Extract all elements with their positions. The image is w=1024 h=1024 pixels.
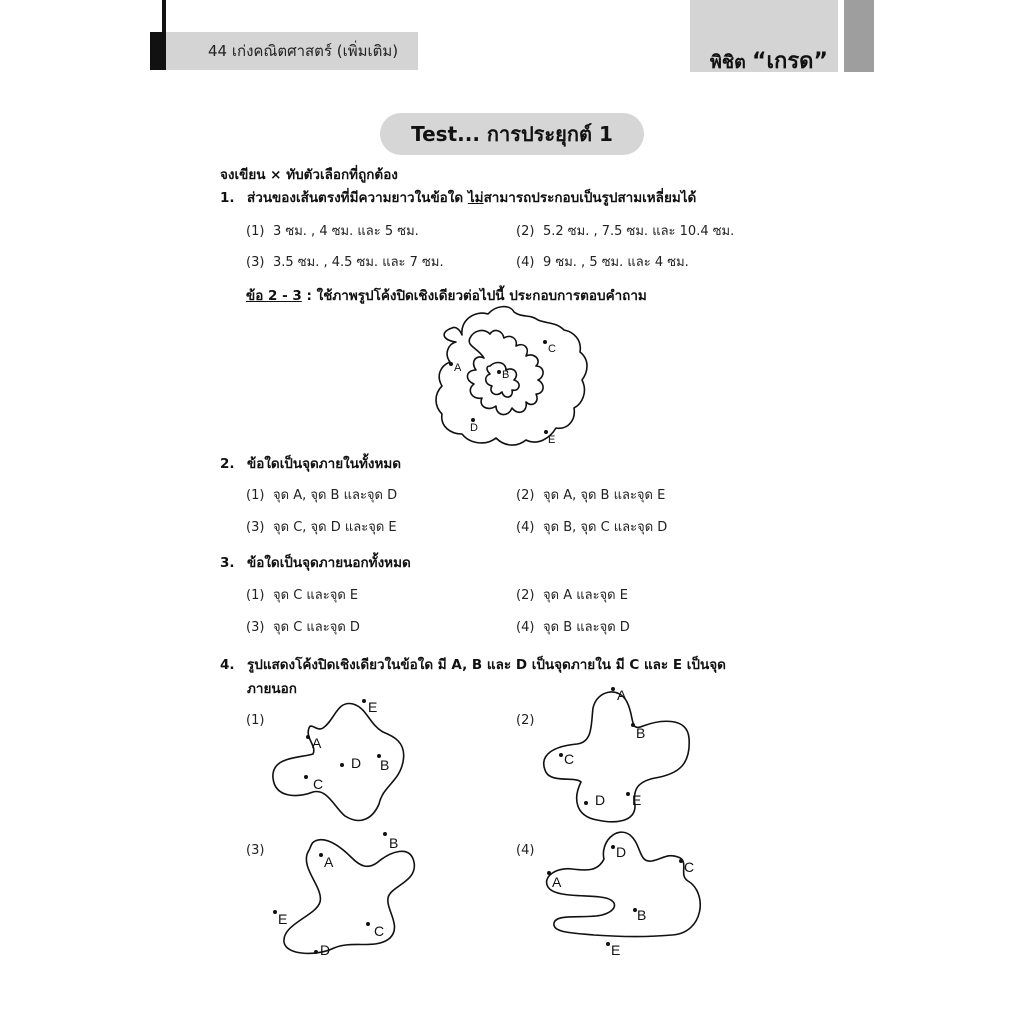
option-3-curve (284, 840, 414, 954)
question-1-number: 1. (220, 190, 235, 206)
q2-option-4[interactable] (516, 516, 667, 537)
option-text: 3.5 ซม. , 4.5 ซม. และ 7 ซม. (273, 255, 444, 270)
label-B: B (380, 757, 390, 773)
question-1-text-underlined: ไม่ (467, 190, 484, 206)
point-C (559, 753, 563, 757)
option-text: จุด A และจุด E (543, 588, 628, 603)
main-label-A: A (454, 362, 462, 374)
option-text: จุด B และจุด D (543, 620, 630, 635)
point-D (314, 950, 318, 954)
point-C (366, 922, 370, 926)
section-label: ข้อ 2 - 3 (246, 288, 302, 304)
point-A (306, 735, 310, 739)
point-E (626, 792, 630, 796)
q1-option-1[interactable] (246, 220, 419, 241)
label-D: D (320, 942, 331, 958)
option-number: (4) (516, 620, 535, 635)
q4-option-1-figure[interactable] (265, 690, 415, 830)
main-label-D: D (470, 422, 478, 434)
label-D: D (616, 844, 627, 860)
header-right-gray-block (844, 0, 874, 72)
option-text: 9 ซม. , 5 ซม. และ 4 ซม. (543, 255, 689, 270)
option-number: (1) (246, 224, 265, 239)
option-number: (2) (516, 588, 535, 603)
label-E: E (611, 942, 621, 958)
option-number: (3) (246, 620, 265, 635)
q4-option-2-number[interactable]: (2) (516, 713, 535, 728)
q4-option-2-figure[interactable] (535, 682, 700, 827)
label-C: C (564, 751, 575, 767)
main-maze-curve (436, 307, 587, 446)
label-D: D (595, 792, 606, 808)
label-E: E (368, 699, 378, 715)
main-label-B: B (502, 369, 510, 381)
header-series-quote: “เกรด” (752, 49, 828, 74)
label-B: B (636, 725, 646, 741)
q3-option-1[interactable] (246, 584, 358, 605)
option-number: (3) (246, 520, 265, 535)
option-number: (1) (246, 488, 265, 503)
point-C (679, 859, 683, 863)
point-D (584, 801, 588, 805)
label-E: E (278, 911, 288, 927)
q3-option-4[interactable] (516, 616, 630, 637)
main-point-C (543, 340, 547, 344)
point-D (611, 845, 615, 849)
test-title: Test... การประยุกต์ 1 (380, 113, 644, 155)
q3-option-3[interactable] (246, 616, 360, 637)
option-number: (4) (516, 520, 535, 535)
option-text: จุด B, จุด C และจุด D (543, 520, 668, 535)
question-4 (220, 653, 726, 675)
main-point-A (449, 362, 453, 366)
option-text: จุด C และจุด D (273, 620, 360, 635)
q4-option-4-figure[interactable] (538, 825, 708, 960)
option-text: จุด C, จุด D และจุด E (273, 520, 397, 535)
q1-option-3[interactable] (246, 251, 444, 272)
question-4-number: 4. (220, 657, 235, 673)
point-B (383, 832, 387, 836)
section-text: : ใช้ภาพรูปโค้งปิดเชิงเดียวต่อไปนี้ ประกอบการตอบคำถาม (301, 288, 647, 304)
question-2-text: ข้อใดเป็นจุดภายในทั้งหมด (247, 456, 402, 472)
label-A: A (312, 735, 322, 751)
main-closed-curve-figure (430, 300, 600, 455)
point-E (362, 699, 366, 703)
point-B (631, 723, 635, 727)
option-text: จุด A, จุด B และจุด D (273, 488, 398, 503)
q4-option-3-number[interactable]: (3) (246, 843, 265, 858)
instruction-text: จงเขียน × ทับตัวเลือกที่ถูกต้อง (220, 167, 398, 183)
question-3 (220, 551, 411, 573)
q2-option-3[interactable] (246, 516, 397, 537)
q2-option-1[interactable] (246, 484, 397, 505)
option-text: จุด A, จุด B และจุด E (543, 488, 666, 503)
option-number: (4) (516, 255, 535, 270)
question-3-number: 3. (220, 555, 235, 571)
question-4-text-line1: รูปแสดงโค้งปิดเชิงเดียวในข้อใด มี A, B และ D เป็นจุดภายใน มี C และ E เป็นจุด (247, 657, 726, 673)
option-text: 3 ซม. , 4 ซม. และ 5 ซม. (273, 224, 419, 239)
option-text: จุด C และจุด E (273, 588, 359, 603)
main-label-E: E (548, 434, 556, 446)
option-number: (1) (246, 588, 265, 603)
header-series-title (690, 0, 838, 72)
q1-option-4[interactable] (516, 251, 689, 272)
label-A: A (324, 854, 334, 870)
question-1-text-b: สามารถประกอบเป็นรูปสามเหลี่ยมได้ (483, 190, 697, 206)
question-2 (220, 452, 401, 474)
q4-option-3-figure[interactable] (268, 828, 418, 963)
question-2-number: 2. (220, 456, 235, 472)
q1-option-2[interactable] (516, 220, 734, 241)
label-B: B (389, 835, 399, 851)
question-3-text: ข้อใดเป็นจุดภายนอกทั้งหมด (247, 555, 411, 571)
point-C (304, 775, 308, 779)
question-1 (220, 186, 696, 208)
header-book-title: 44 เก่งคณิตศาสตร์ (เพิ่มเติม) (166, 32, 418, 70)
point-E (606, 942, 610, 946)
label-E: E (632, 792, 642, 808)
q4-option-1-number[interactable]: (1) (246, 713, 265, 728)
point-D (340, 763, 344, 767)
option-number: (3) (246, 255, 265, 270)
header-left-rule (162, 0, 166, 32)
label-C: C (374, 923, 385, 939)
label-D: D (351, 755, 362, 771)
header-series-text: พิชิต (710, 52, 753, 73)
question-1-text-a: ส่วนของเส้นตรงที่มีความยาวในข้อใด (247, 190, 468, 206)
option-text: 5.2 ซม. , 7.5 ซม. และ 10.4 ซม. (543, 224, 735, 239)
label-A: A (552, 874, 562, 890)
q4-option-4-number[interactable]: (4) (516, 843, 535, 858)
label-B: B (637, 907, 647, 923)
label-A: A (617, 687, 627, 703)
point-A (547, 871, 551, 875)
label-C: C (684, 859, 695, 875)
question-4-text-line2: ภายนอก (247, 681, 297, 697)
header-left-black-block (150, 32, 166, 70)
point-E (273, 910, 277, 914)
point-A (611, 687, 615, 691)
point-A (319, 853, 323, 857)
option-number: (2) (516, 224, 535, 239)
option-number: (2) (516, 488, 535, 503)
q3-option-2[interactable] (516, 584, 628, 605)
main-point-B (497, 370, 501, 374)
main-label-C: C (548, 343, 556, 355)
q2-option-2[interactable] (516, 484, 665, 505)
label-C: C (313, 776, 324, 792)
